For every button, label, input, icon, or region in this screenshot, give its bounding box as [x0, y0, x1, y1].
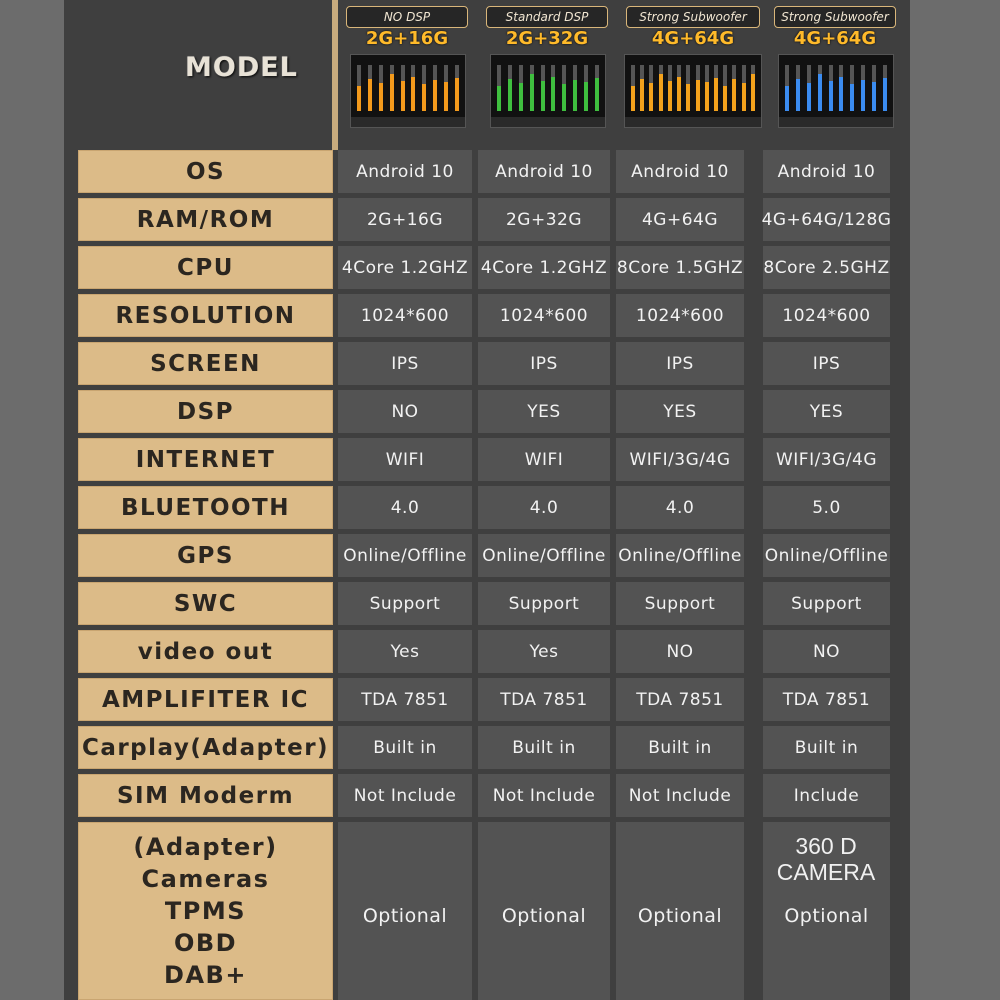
eq-bar-level [368, 79, 372, 111]
accessory-label: Cameras [141, 865, 270, 893]
eq-bar-level [861, 80, 865, 111]
eq-bar [659, 65, 663, 111]
accessory-label: OBD [173, 929, 238, 957]
row-label: RESOLUTION [78, 294, 333, 337]
row-label: Carplay(Adapter) [78, 726, 333, 769]
spec-value: Support [763, 582, 890, 625]
spec-value: 1024*600 [338, 294, 472, 337]
spec-value: 8Core 1.5GHZ [616, 246, 744, 289]
screen-toolbar [491, 117, 605, 127]
eq-bar [723, 65, 727, 111]
eq-bar [551, 65, 555, 111]
spec-value: Support [616, 582, 744, 625]
spec-value: Yes [338, 630, 472, 673]
eq-bar-level [872, 82, 876, 111]
eq-bar [390, 65, 394, 111]
eq-bar-level [411, 77, 415, 112]
spec-value: Include [763, 774, 890, 817]
eq-bar [379, 65, 383, 111]
eq-bar [818, 65, 822, 111]
row-label: INTERNET [78, 438, 333, 481]
spec-value: IPS [763, 342, 890, 385]
spec-value: 4Core 1.2GHZ [478, 246, 610, 289]
equalizer-graphic [631, 65, 755, 111]
row-label: SIM Moderm [78, 774, 333, 817]
eq-bar-level [519, 83, 523, 111]
eq-bar [444, 65, 448, 111]
eq-bar [595, 65, 599, 111]
eq-bar-level [818, 74, 822, 111]
spec-value: TDA 7851 [338, 678, 472, 721]
spec-value: Online/Offline [616, 534, 744, 577]
camera-note [762, 833, 890, 885]
spec-value: Built in [763, 726, 890, 769]
eq-bar [883, 65, 887, 111]
eq-bar [807, 65, 811, 111]
spec-value: 5.0 [763, 486, 890, 529]
eq-bar [357, 65, 361, 111]
spec-value: Android 10 [763, 150, 890, 193]
eq-bar [530, 65, 534, 111]
eq-bar [829, 65, 833, 111]
spec-value: NO [338, 390, 472, 433]
eq-bar-level [422, 84, 426, 111]
eq-bar [677, 65, 681, 111]
eq-bar-level [742, 83, 746, 111]
model-title: MODEL [185, 52, 298, 83]
eq-bar [519, 65, 523, 111]
eq-bar [705, 65, 709, 111]
eq-bar [686, 65, 690, 111]
eq-bar [872, 65, 876, 111]
row-label: SWC [78, 582, 333, 625]
row-label: SCREEN [78, 342, 333, 385]
accessory-value: Optional [616, 822, 744, 1000]
eq-bar-level [649, 83, 653, 111]
eq-bar [631, 65, 635, 111]
eq-bar-level [497, 86, 501, 111]
spec-value: Not Include [616, 774, 744, 817]
eq-bar-level [379, 83, 383, 111]
eq-bar [785, 65, 789, 111]
eq-bar-level [785, 86, 789, 111]
product-column-4 [766, 4, 904, 144]
product-ram: 2G+16G [365, 28, 449, 49]
spec-value: YES [616, 390, 744, 433]
product-column-3 [618, 4, 768, 144]
eq-bar-level [668, 81, 672, 111]
eq-bar [573, 65, 577, 111]
eq-bar-level [883, 78, 887, 111]
product-ram: 4G+64G [651, 28, 735, 49]
equalizer-graphic [357, 65, 459, 111]
spec-value: Android 10 [338, 150, 472, 193]
screen-toolbar [625, 117, 761, 127]
eq-bar [401, 65, 405, 111]
eq-bar [649, 65, 653, 111]
spec-value: 1024*600 [616, 294, 744, 337]
spec-value: Not Include [338, 774, 472, 817]
eq-bar-level [595, 78, 599, 111]
spec-value: Online/Offline [763, 534, 890, 577]
eq-bar [714, 65, 718, 111]
spec-value: 1024*600 [478, 294, 610, 337]
spec-value: Android 10 [478, 150, 610, 193]
eq-bar [640, 65, 644, 111]
spec-value: Online/Offline [338, 534, 472, 577]
product-column-1 [338, 4, 476, 144]
equalizer-graphic [785, 65, 887, 111]
product-ram: 4G+64G [793, 28, 877, 49]
equalizer-graphic [497, 65, 599, 111]
spec-value: Support [338, 582, 472, 625]
eq-bar-level [640, 79, 644, 111]
eq-bar [422, 65, 426, 111]
product-screen-image [778, 54, 894, 128]
product-badge: Standard DSP [486, 6, 608, 28]
spec-value: IPS [616, 342, 744, 385]
eq-bar-level [796, 79, 800, 111]
screen-toolbar [779, 117, 893, 127]
eq-bar-level [839, 77, 843, 112]
eq-bar-level [732, 79, 736, 111]
eq-bar [497, 65, 501, 111]
eq-bar [562, 65, 566, 111]
eq-bar-level [631, 86, 635, 111]
spec-value: Built in [338, 726, 472, 769]
spec-value: Yes [478, 630, 610, 673]
eq-bar-level [455, 78, 459, 111]
eq-bar [751, 65, 755, 111]
spec-value: TDA 7851 [763, 678, 890, 721]
accessory-label: DAB+ [164, 961, 247, 989]
spec-value: 4.0 [338, 486, 472, 529]
spec-value: 2G+32G [478, 198, 610, 241]
spec-value: TDA 7851 [616, 678, 744, 721]
accessory-value: Optional [478, 822, 610, 1000]
eq-bar [411, 65, 415, 111]
accessory-value: Optional [763, 822, 890, 1000]
product-screen-image [624, 54, 762, 128]
eq-bar [796, 65, 800, 111]
camera-note-line: 360 D [795, 833, 857, 859]
spec-value: 4Core 1.2GHZ [338, 246, 472, 289]
eq-bar-level [530, 74, 534, 111]
spec-value: Not Include [478, 774, 610, 817]
eq-bar [742, 65, 746, 111]
spec-value: IPS [338, 342, 472, 385]
spec-value: WIFI [338, 438, 472, 481]
eq-bar-level [433, 80, 437, 111]
eq-bar [584, 65, 588, 111]
spec-value: 1024*600 [763, 294, 890, 337]
row-label: RAM/ROM [78, 198, 333, 241]
eq-bar [433, 65, 437, 111]
eq-bar-level [829, 81, 833, 111]
product-screen-image [490, 54, 606, 128]
spec-value: TDA 7851 [478, 678, 610, 721]
eq-bar [696, 65, 700, 111]
spec-value: 8Core 2.5GHZ [763, 246, 890, 289]
spec-value: Support [478, 582, 610, 625]
eq-bar [861, 65, 865, 111]
row-label-accessories [78, 822, 333, 1000]
eq-bar-level [444, 82, 448, 111]
eq-bar-level [573, 80, 577, 111]
spec-value: 2G+16G [338, 198, 472, 241]
spec-value: Built in [616, 726, 744, 769]
spec-value: WIFI [478, 438, 610, 481]
spec-value: YES [478, 390, 610, 433]
eq-bar-level [696, 80, 700, 111]
row-label: CPU [78, 246, 333, 289]
eq-bar-level [541, 81, 545, 111]
spec-value: Built in [478, 726, 610, 769]
spec-value: NO [616, 630, 744, 673]
spec-value: WIFI/3G/4G [763, 438, 890, 481]
eq-bar-level [659, 74, 663, 111]
row-label: OS [78, 150, 333, 193]
screen-toolbar [351, 117, 465, 127]
eq-bar-level [677, 77, 681, 112]
product-ram: 2G+32G [505, 28, 589, 49]
eq-bar-level [401, 81, 405, 111]
spec-value: 4G+64G/128G [763, 198, 890, 241]
row-label: BLUETOOTH [78, 486, 333, 529]
eq-bar-level [686, 84, 690, 111]
row-label: GPS [78, 534, 333, 577]
eq-bar [732, 65, 736, 111]
accessory-value: Optional [338, 822, 472, 1000]
eq-bar [668, 65, 672, 111]
product-badge: NO DSP [346, 6, 468, 28]
accessory-label: (Adapter) [133, 833, 278, 861]
eq-bar-level [390, 74, 394, 111]
eq-bar [839, 65, 843, 111]
eq-bar [508, 65, 512, 111]
eq-bar-level [551, 77, 555, 112]
spec-value: NO [763, 630, 890, 673]
eq-bar [368, 65, 372, 111]
spec-value: 4.0 [478, 486, 610, 529]
product-badge: Strong Subwoofer [774, 6, 896, 28]
product-badge: Strong Subwoofer [626, 6, 760, 28]
eq-bar [850, 65, 854, 111]
spec-value: Android 10 [616, 150, 744, 193]
row-label: video out [78, 630, 333, 673]
row-label: AMPLIFITER IC [78, 678, 333, 721]
product-screen-image [350, 54, 466, 128]
eq-bar-level [807, 83, 811, 111]
eq-bar [541, 65, 545, 111]
eq-bar-level [850, 84, 854, 111]
eq-bar-level [508, 79, 512, 111]
eq-bar-level [723, 86, 727, 111]
spec-value: 4G+64G [616, 198, 744, 241]
eq-bar-level [562, 84, 566, 111]
product-column-2 [478, 4, 616, 144]
eq-bar-level [714, 78, 718, 111]
eq-bar-level [705, 82, 709, 111]
eq-bar-level [751, 74, 755, 111]
eq-bar [455, 65, 459, 111]
camera-note-line: CAMERA [776, 859, 876, 885]
spec-value: IPS [478, 342, 610, 385]
accessory-label: TPMS [164, 897, 247, 925]
spec-value: YES [763, 390, 890, 433]
row-label: DSP [78, 390, 333, 433]
eq-bar-level [357, 86, 361, 111]
eq-bar-level [584, 82, 588, 111]
spec-value: Online/Offline [478, 534, 610, 577]
spec-value: WIFI/3G/4G [616, 438, 744, 481]
spec-value: 4.0 [616, 486, 744, 529]
